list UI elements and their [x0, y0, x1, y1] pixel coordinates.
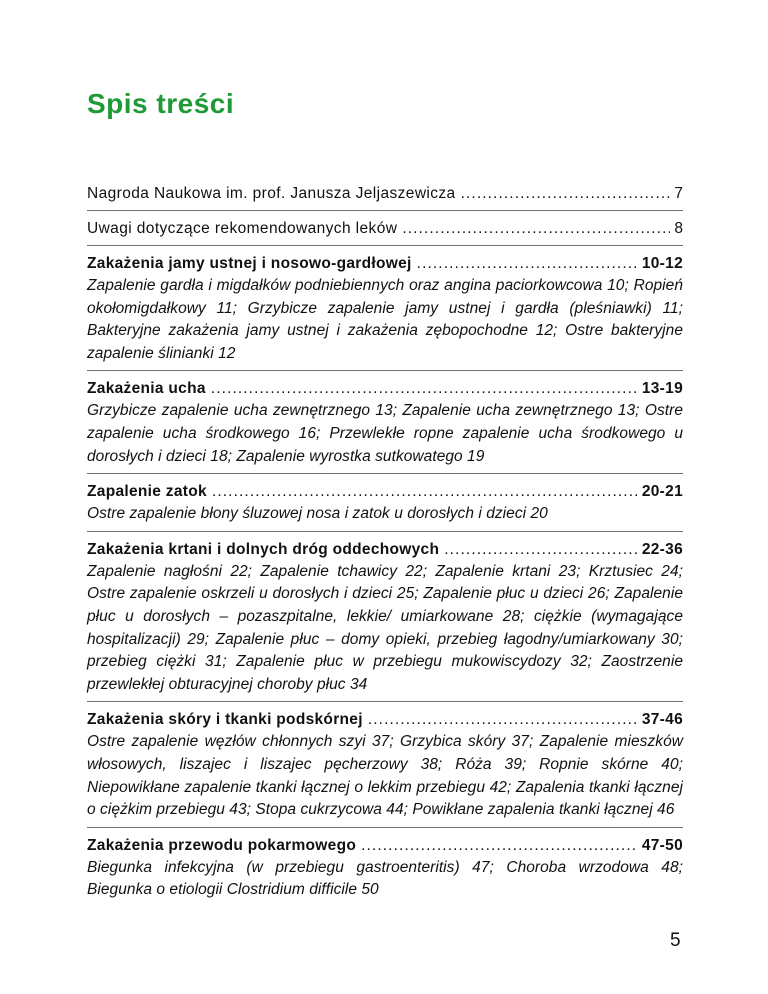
toc-section-title: Zapalenie zatok	[87, 483, 207, 501]
dot-leader	[417, 253, 638, 275]
toc-section-topics: Zapalenie gardła i migdałków podniebiennych oraz angina paciorkowcowa 10; Ropień okołomigdałkowy 11; Grzybicze zapalenie jamy ustnej i gardła (pleśniawki) 11; Bakteryjne zakażenia jamy ustnej i zakażenia zębopochodne 12; Ostre bakteryjne zapalenie ślinianki 12	[87, 277, 683, 362]
toc-section-line	[87, 835, 683, 857]
toc-section	[87, 376, 683, 474]
dot-leader	[402, 218, 670, 240]
dot-leader	[212, 481, 638, 503]
toc-section-line	[87, 539, 683, 561]
page-number: 5	[670, 930, 681, 951]
dot-leader	[461, 183, 671, 205]
dot-leader	[361, 835, 638, 857]
toc-section	[87, 251, 683, 371]
toc-section-line	[87, 253, 683, 275]
toc-entry-title: Nagroda Naukowa im. prof. Janusza Jeljaszewicza	[87, 185, 456, 202]
toc-section-pages: 10-12	[641, 255, 683, 272]
toc-section-pages: 22-36	[641, 540, 683, 558]
toc-entry	[87, 181, 683, 211]
page-title: Spis treści	[87, 88, 235, 119]
toc-section	[87, 537, 683, 703]
toc-section-title: Zakażenia ucha	[87, 380, 206, 398]
toc-section-line	[87, 378, 683, 400]
toc-section-topics: Zapalenie nagłośni 22; Zapalenie tchawicy 22; Zapalenie krtani 23; Krztusiec 24; Ostre zapalenie oskrzeli u dorosłych i dzieci 25; Zapalenie płuc u dzieci 26; Zapalenie płuc u dorosłych – pozaszpitalne, lekkie/ umiarkowane 28; ciężkie (wymagające hospitalizacji) 29; Zapalenie płuc – domy opieki, przebieg łagodny/umiarkowany 30; przebieg ciężki 31; Zapalenie płuc w przebiegu mukowiscydozy 32; Zaostrzenie przewlekłej obturacyjnej choroby płuc 34	[87, 562, 683, 693]
toc-section-topics: Biegunka infekcyjna (w przebiegu gastroenteritis) 47; Choroba wrzodowa 48; Biegunka o etiologii Clostridium difficile 50	[87, 858, 683, 899]
toc-section-topics: Ostre zapalenie błony śluzowej nosa i zatok u dorosłych i dzieci 20	[87, 505, 548, 523]
toc-entry-line	[87, 218, 683, 240]
toc-section-line	[87, 481, 683, 503]
toc-section	[87, 833, 683, 907]
toc-entry-title: Uwagi dotyczące rekomendowanych leków	[87, 220, 398, 237]
toc-entry-pages: 7	[674, 185, 683, 202]
toc-section	[87, 707, 683, 827]
toc-entry-pages: 8	[674, 220, 683, 237]
toc-section-pages: 47-50	[641, 836, 683, 854]
toc-section-topics: Ostre zapalenie węzłów chłonnych szyi 37; Grzybica skóry 37; Zapalenie mieszków włosowych, liszajec i liszajec pęcherzowy 38; Róża 39; Ropnie skórne 40; Niepowikłane zapalenie tkanki łącznej o lekkim przebiegu 42; Zapalenia tkanki łącznej o ciężkim przebiegu 43; Stopa cukrzycowa 44; Powikłane zapalenia tkanki łącznej 46	[87, 733, 683, 819]
toc-section-pages: 37-46	[641, 711, 683, 729]
toc-section-title: Zakażenia krtani i dolnych dróg oddechowych	[87, 540, 440, 558]
toc-entry	[87, 216, 683, 246]
table-of-contents	[87, 181, 683, 912]
dot-leader	[368, 709, 638, 731]
dot-leader	[444, 539, 638, 561]
toc-section-pages: 20-21	[641, 483, 683, 501]
toc-entry-line	[87, 183, 683, 205]
dot-leader	[211, 378, 638, 400]
toc-section-title: Zakażenia skóry i tkanki podskórnej	[87, 711, 363, 729]
toc-section	[87, 479, 683, 532]
toc-section-topics: Grzybicze zapalenie ucha zewnętrznego 13; Zapalenie ucha zewnętrznego 13; Ostre zapalenie ucha środkowego 16; Przewlekłe ropne zapalenie ucha środkowego u dorosłych i dzieci 18; Zapalenie wyrostka sutkowatego 19	[87, 402, 683, 465]
toc-section-title: Zakażenia przewodu pokarmowego	[87, 836, 357, 854]
toc-section-pages: 13-19	[641, 380, 683, 398]
toc-section-line	[87, 709, 683, 731]
toc-section-title: Zakażenia jamy ustnej i nosowo-gardłowej	[87, 255, 412, 272]
